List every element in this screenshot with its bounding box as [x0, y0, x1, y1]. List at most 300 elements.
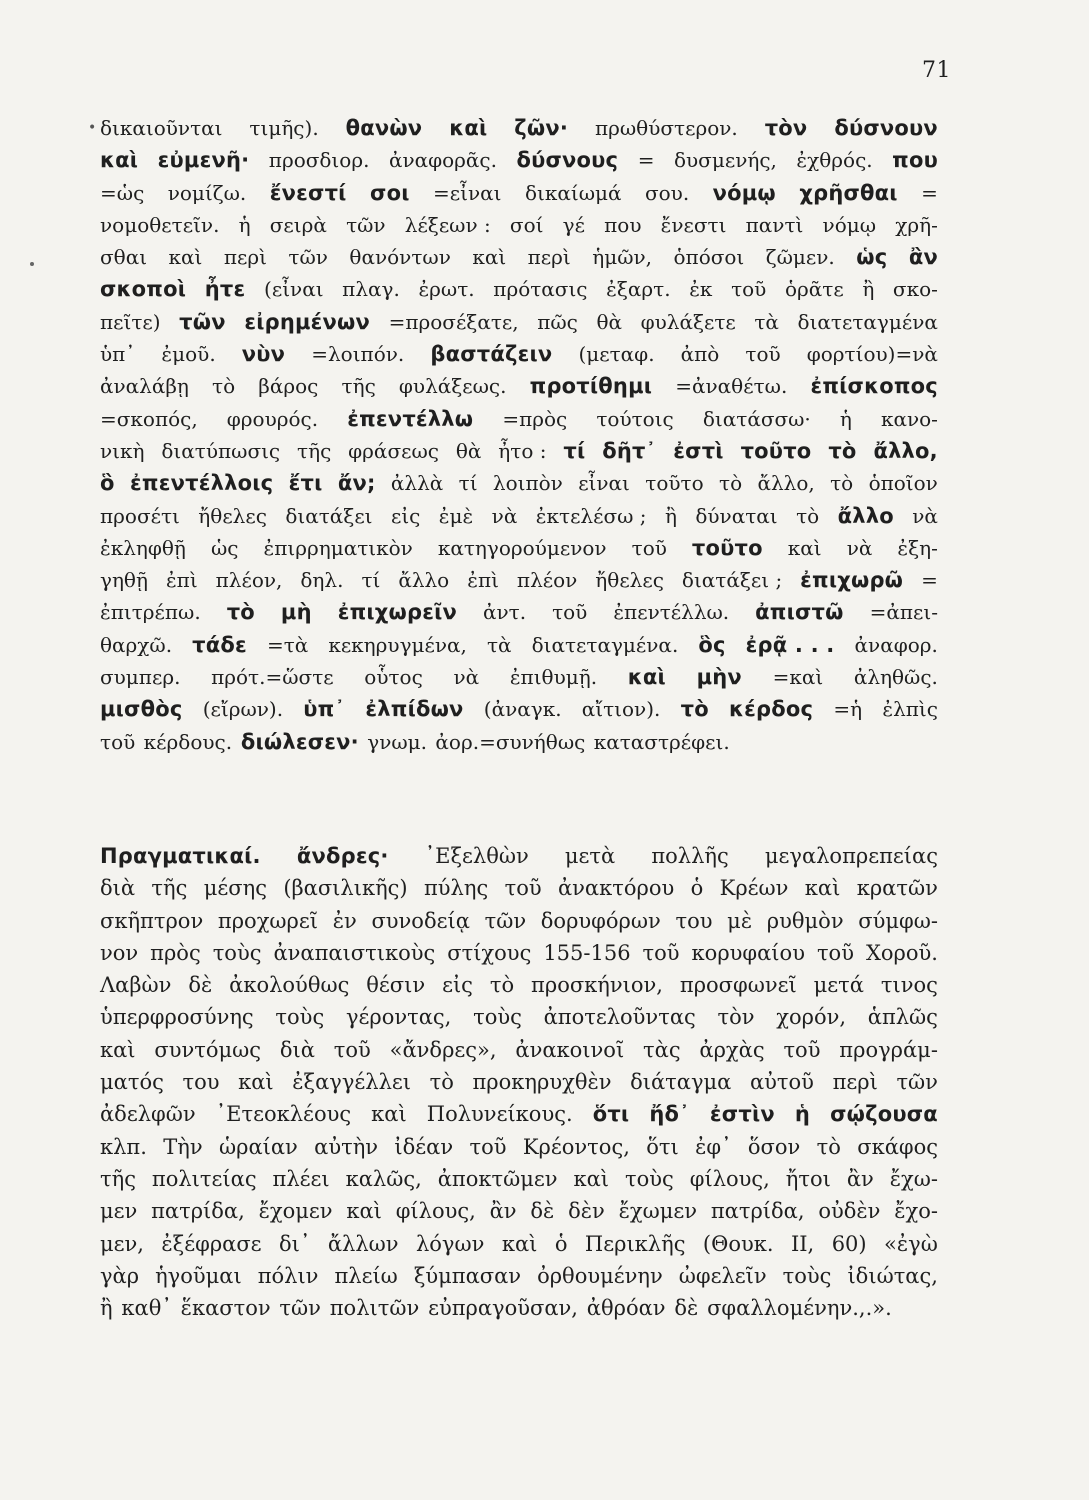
word: ἔνεστι — [660, 212, 727, 237]
word: τὸ — [719, 471, 743, 496]
word: τῶν — [896, 1070, 938, 1095]
word: κεκηρυγμένα, — [328, 632, 467, 657]
word: πῶς — [537, 309, 578, 334]
lemma-word: ἐλπίδων — [365, 697, 464, 722]
word: ἀνακοινοῖ — [515, 1037, 625, 1062]
word: Τὴν — [163, 1134, 203, 1159]
word: ἐμὲ — [438, 503, 474, 528]
word: φορτίου)=νὰ — [806, 342, 938, 367]
text-line — [100, 532, 938, 564]
word: =εἶναι — [433, 180, 502, 205]
word: ἐξαγγέλλει — [292, 1070, 411, 1095]
word: πλέον, — [215, 568, 283, 593]
word: ὅσον — [747, 1134, 801, 1159]
word: τοὺς — [275, 1005, 325, 1030]
word: σκάφος — [857, 1134, 938, 1159]
text-line — [100, 1260, 938, 1292]
lemma-word: τὸ — [828, 438, 857, 463]
word: πεῖτε) — [100, 309, 161, 334]
word: μετὰ — [564, 844, 616, 868]
word: ΙΙ, — [790, 1231, 815, 1256]
word: οὗτος — [364, 665, 423, 690]
word: καὶ — [100, 1037, 136, 1062]
word: σκο- — [892, 277, 938, 302]
word: (μεταφ. — [578, 342, 655, 367]
word: τοῦ — [816, 940, 854, 965]
word: τὸ — [796, 503, 820, 528]
word: σφαλλομένην.,.». — [707, 1296, 892, 1321]
text-line — [100, 1034, 938, 1066]
word: τῶν — [288, 245, 328, 270]
word: προγράμ- — [839, 1037, 938, 1062]
word: ἰδέαν — [394, 1134, 454, 1159]
word: ὁποῖον — [868, 471, 938, 496]
lemma-word: θανὼν — [345, 116, 423, 140]
word: τοῦ — [642, 940, 680, 965]
word: μεν — [100, 1199, 138, 1224]
word: τοῦ — [631, 535, 667, 560]
text-line — [100, 1163, 938, 1195]
lemma-word: τῶν — [179, 309, 226, 334]
word: αὐτὴν — [314, 1134, 379, 1159]
word: δηλ. — [300, 568, 344, 593]
word: ἀλλὰ — [390, 471, 444, 496]
word: ἤθελες — [595, 568, 664, 593]
word: πρότ.=ὥστε — [211, 665, 334, 690]
word: καὶ — [501, 1231, 538, 1256]
word: σθαι — [100, 245, 148, 270]
word: ὑπ᾿ — [100, 342, 136, 367]
lemma-word: καὶ — [627, 665, 666, 690]
word: ἐπὶ — [165, 568, 198, 593]
word: ὅτι — [646, 1134, 679, 1159]
word: ἐν — [332, 908, 357, 933]
word: Λαβὼν — [100, 973, 172, 998]
word: τῆς — [100, 1166, 136, 1191]
word: θανόντων — [349, 245, 451, 270]
word: καταστρέφει. — [593, 729, 730, 754]
word: =ἀπει- — [869, 600, 938, 625]
word: (εἶναι — [264, 277, 324, 302]
word: συνοδείᾳ — [371, 908, 470, 933]
word: προχωρεῖ — [217, 908, 319, 933]
word: τῶν — [279, 1296, 321, 1321]
word: ἀρχὰς — [699, 1037, 765, 1062]
word: τοῦ — [333, 1037, 371, 1062]
text-line — [100, 435, 938, 467]
lemma-word: προτίθημι — [529, 374, 653, 399]
text-line — [100, 1001, 938, 1033]
commentary-paragraph — [100, 840, 938, 1324]
word: ἀνακτόρου — [557, 876, 675, 901]
word: φυλάξεως. — [398, 374, 507, 399]
word: αἴτιον). — [581, 697, 661, 722]
word: πρότασις — [493, 277, 588, 302]
word: πλείω — [334, 1263, 398, 1288]
word: =ἡ — [833, 697, 863, 722]
word: νὰ — [912, 503, 938, 528]
word: χρῆ- — [895, 212, 938, 237]
text-line — [100, 840, 938, 872]
word: κορυφαίου — [691, 940, 805, 965]
word: καλῶς, — [345, 1166, 422, 1191]
text-line — [100, 564, 938, 596]
word: νὰ — [846, 535, 873, 560]
word: θέσιν — [366, 973, 426, 998]
word: πολιτείας — [151, 1166, 257, 1191]
text-line — [100, 1292, 938, 1324]
lemma-word: ἔνεστί — [269, 180, 347, 205]
word: τὸ — [830, 471, 854, 496]
word: ἡγοῦμαι — [155, 1263, 242, 1288]
lemma-word: δύσνουν — [834, 116, 938, 140]
word: (εἴρων). — [202, 697, 284, 722]
commentary-notes — [88, 112, 938, 758]
word: σοί — [509, 212, 544, 237]
lemma-word: διώλεσεν· — [240, 729, 359, 754]
word: νὰ — [453, 665, 480, 690]
lemma-word: ἄν; — [337, 471, 376, 496]
word: τοὺς — [473, 1005, 522, 1030]
word: ἐρωτ. — [418, 277, 475, 302]
word: τὸ — [429, 1070, 454, 1095]
word: ἔχωμεν — [618, 1199, 698, 1224]
word: γνωμ. — [367, 729, 428, 754]
word: =ἀναθέτω. — [675, 374, 788, 399]
word: σκῆπτρον — [100, 908, 204, 933]
word: διατεταγμένα — [797, 309, 938, 334]
word: νομίζω. — [167, 180, 247, 205]
word: ἐκτελέσω ; — [535, 503, 647, 528]
word: = — [637, 148, 655, 173]
word: δὲ — [674, 1296, 699, 1321]
word: ἀναφορ. — [854, 632, 938, 657]
word: γὰρ — [100, 1263, 140, 1288]
word: τοῦ — [745, 342, 781, 367]
word: διατεταγμένα. — [531, 632, 679, 657]
word: του — [182, 1070, 220, 1095]
word: ζῶμεν. — [765, 245, 835, 270]
word: =προσέξατε, — [388, 309, 519, 334]
word: δὲ — [530, 1199, 555, 1224]
text-line — [100, 241, 938, 273]
lemma-word: ζῶν· — [514, 116, 569, 140]
lemma-word: εὐμενῆ· — [157, 148, 250, 173]
lemma-word: καὶ — [100, 148, 139, 173]
text-line — [100, 596, 938, 628]
word: (βασιλικῆς) — [283, 876, 408, 901]
word: ξύμπασαν — [413, 1263, 522, 1288]
word: φυλάξετε — [640, 309, 736, 334]
word: δὲ — [188, 973, 213, 998]
word: νον — [100, 940, 139, 965]
word: ἐπεντέλλω. — [613, 600, 730, 625]
word: ἤθελες — [198, 503, 267, 528]
word: ἐπιθυμῇ. — [509, 665, 598, 690]
word: εὐπραγοῦσαν, — [428, 1296, 578, 1321]
word: πλέει — [272, 1166, 330, 1191]
word: γέ — [562, 212, 585, 237]
word: =σκοπός, — [100, 406, 198, 431]
text-line — [100, 726, 938, 758]
lemma-word: ἐπίσκοπος — [810, 374, 938, 399]
text-line — [100, 306, 938, 338]
word: τὰ — [486, 632, 512, 657]
word: ἐκ — [689, 277, 713, 302]
lemma-word: ὃς — [698, 632, 726, 657]
lemma-word: τοῦτο — [740, 438, 812, 463]
word: ἰδιώτας, — [847, 1263, 938, 1288]
word: τοῦ — [469, 1134, 507, 1159]
word: =λοιπόν. — [311, 342, 405, 367]
lemma-word: ἐστὶν — [709, 1102, 775, 1127]
word: ἐξαρτ. — [606, 277, 671, 302]
word: τῆς — [297, 438, 332, 463]
word: ἄλλων — [327, 1231, 399, 1256]
word: τούτοις — [596, 406, 674, 431]
word: 60) — [831, 1231, 867, 1256]
word: οὐδὲν — [818, 1199, 881, 1224]
lemma-word: ἐπεντέλλοις — [130, 471, 274, 496]
word: ἀδελφῶν — [100, 1102, 196, 1127]
word: πλέον — [516, 568, 578, 593]
word: ἀποκτῶμεν — [437, 1166, 558, 1191]
word: πολιτῶν — [329, 1296, 420, 1321]
word: πύλης — [423, 876, 489, 901]
word: πατρίδα, — [710, 1199, 805, 1224]
lemma-word: σοι — [370, 180, 410, 205]
lemma-word: τὸ — [680, 697, 709, 722]
word: ἡ — [839, 406, 852, 431]
word: ἀθρόαν — [586, 1296, 666, 1321]
word: δορυφόρων — [540, 908, 661, 933]
text-line — [100, 969, 938, 1001]
word: ἐφ᾿ — [695, 1134, 732, 1159]
word: ἦτο : — [498, 438, 547, 463]
word: =πρὸς — [502, 406, 568, 431]
word: περὶ — [527, 245, 571, 270]
word: ὡς — [210, 535, 239, 560]
word: χορόν, — [776, 1005, 847, 1030]
word: μὲ — [727, 908, 753, 933]
lemma-word: μισθὸς — [100, 697, 183, 722]
lemma-word: σκοποὶ — [100, 277, 187, 302]
text-line — [100, 693, 938, 725]
lemma-word: ἐπεντέλλω — [347, 406, 474, 431]
text-line — [100, 112, 938, 144]
word: προσέτι — [100, 503, 180, 528]
text-line — [100, 1228, 938, 1260]
word: καὶ — [168, 245, 203, 270]
margin-mark: • — [88, 120, 97, 136]
word: 155-156 — [543, 940, 631, 965]
word: καὶ — [472, 245, 507, 270]
lemma-word: ὑπ᾿ — [303, 697, 346, 722]
word: ἤτοι — [785, 1166, 831, 1191]
word: καθ᾿ — [121, 1296, 172, 1321]
lemma-word: τὸ — [226, 600, 255, 625]
word: (ἀναγκ. — [483, 697, 562, 722]
word: φράσεως — [348, 438, 439, 463]
word: φίλους, — [689, 1166, 770, 1191]
word: προσφωνεῖ — [679, 973, 797, 998]
text-line — [100, 209, 938, 241]
word: ἀναπαιστικοὺς — [273, 940, 436, 965]
lemma-word: ἦτε — [204, 277, 246, 302]
word: ὡραίαν — [218, 1134, 298, 1159]
word: πρὸς — [150, 940, 201, 965]
word: μέσης — [203, 876, 267, 901]
word: εἰς — [442, 973, 473, 998]
word: τινος — [880, 973, 938, 998]
text-line — [100, 500, 938, 532]
word: διατάξει ; — [681, 568, 783, 593]
word: διατάσσω· — [702, 406, 811, 431]
word: ἕκαστον — [180, 1296, 271, 1321]
word: δικαιοῦνται — [100, 116, 223, 140]
word: διατύπωσις — [161, 438, 281, 463]
word: ὀρθουμένην — [537, 1263, 663, 1288]
word: περὶ — [832, 1070, 878, 1095]
text-line — [100, 937, 938, 969]
word: τοὺς — [212, 940, 262, 965]
word: ἐξέφρασε — [161, 1231, 262, 1256]
word: ᾿Εξελθὼν — [424, 844, 529, 868]
word: ἐχθρός. — [796, 148, 873, 173]
word: λοιπὸν — [492, 471, 563, 496]
word: τοῦ — [731, 277, 767, 302]
word: ἀορ.=συνήθως — [435, 729, 586, 754]
text-line — [100, 338, 938, 370]
word: διὰ — [100, 876, 136, 901]
text-line — [100, 1195, 938, 1227]
word: τί — [361, 568, 381, 593]
word: θαρχῶ. — [100, 632, 173, 657]
word: δυσμενής, — [673, 148, 777, 173]
word: τὰς — [643, 1037, 681, 1062]
word: ἁπλῶς — [867, 1005, 938, 1030]
word: δύναται — [695, 503, 778, 528]
lemma-word: κέρδος — [729, 697, 814, 722]
word: ἄλλο — [398, 568, 450, 593]
word: ὁπόσοι — [673, 245, 745, 270]
word: διατάξει — [285, 503, 373, 528]
lemma-word: ἡ — [794, 1102, 811, 1127]
text-line — [100, 273, 938, 305]
word: εἰς — [390, 503, 421, 528]
text-line — [100, 905, 938, 937]
word: ἂν — [846, 1166, 874, 1191]
word: κλπ. — [100, 1134, 147, 1159]
word: βάρος — [258, 374, 319, 399]
word: ἐπιρρηματικὸν — [263, 535, 413, 560]
lemma-word: καὶ — [449, 116, 488, 140]
word: ἀληθῶς. — [853, 665, 938, 690]
word: πρωθύστερον. — [594, 116, 738, 140]
lemma-word: τὸν — [764, 116, 808, 140]
word: μεγαλοπρεπείας — [764, 844, 938, 868]
lemma-word: νὺν — [241, 342, 286, 367]
lemma-word: ὅτι — [592, 1102, 630, 1127]
word: ἀναλάβῃ — [100, 374, 189, 399]
word: λόγων — [415, 1231, 485, 1256]
word: περὶ — [223, 245, 267, 270]
word: τὰ — [754, 309, 779, 334]
word: σου. — [644, 180, 690, 205]
lemma-word: μὴ — [280, 600, 312, 625]
word: τὸ — [489, 973, 515, 998]
word: προκηρυχθὲν — [472, 1070, 612, 1095]
word: Πολυνείκους. — [426, 1102, 573, 1127]
word: ἡ — [238, 212, 251, 237]
word: ἂν — [489, 1199, 517, 1224]
word: ἢ — [100, 1296, 113, 1321]
word: νὰ — [491, 503, 518, 528]
word: καὶ — [573, 1166, 610, 1191]
word: γηθῇ — [100, 568, 148, 593]
text-line — [100, 1131, 938, 1163]
word: κατηγορούμενον — [437, 535, 607, 560]
word: Κρέων — [719, 876, 789, 901]
word: καὶ — [238, 1070, 274, 1095]
word: τὸ — [212, 374, 236, 399]
word: προσκήνιον, — [531, 973, 663, 998]
word: τῶν — [484, 908, 527, 933]
word: λέξεων : — [404, 212, 491, 237]
word: καὶ — [371, 1102, 407, 1127]
word: ἄλλο, — [757, 471, 815, 496]
word: τοῦ — [552, 600, 588, 625]
word: ἐμοῦ. — [161, 342, 216, 367]
word: «ἐγὼ — [884, 1231, 938, 1256]
lemma-word: τί — [563, 438, 586, 463]
text-line — [100, 872, 938, 904]
lemma-word: ἐστὶ — [673, 438, 724, 463]
word: ὁ — [690, 876, 704, 901]
word: τοῦ — [504, 876, 542, 901]
word: παντὶ — [745, 212, 804, 237]
word: τὸ — [816, 1134, 841, 1159]
word: καὶ — [787, 535, 822, 560]
word: ἡμῶν, — [592, 245, 653, 270]
word: μετά — [813, 973, 864, 998]
text-line — [100, 177, 938, 209]
word: νομοθετεῖν. — [100, 212, 220, 237]
word: ἀντ. — [483, 600, 527, 625]
word: πόλιν — [257, 1263, 319, 1288]
lemma-word: ἀπιστῶ — [755, 600, 844, 625]
word: γέροντας, — [345, 1005, 452, 1030]
word: τῆς — [341, 374, 376, 399]
word: νόμῳ — [822, 212, 877, 237]
word: καὶ — [804, 876, 841, 901]
lemma-word: που — [892, 148, 938, 173]
word: συμπερ. — [100, 665, 181, 690]
text-line — [100, 629, 938, 661]
word: που — [604, 212, 642, 237]
word: στίχους — [447, 940, 532, 965]
page-number: 71 — [922, 58, 951, 83]
word: τοῦ — [100, 729, 136, 754]
word: τοὺς — [782, 1263, 832, 1288]
margin-speck — [30, 262, 34, 266]
word: ρυθμὸν — [766, 908, 844, 933]
lemma-word: ἄνδρες· — [296, 844, 389, 868]
lemma-word: βαστάζειν — [430, 342, 553, 367]
word: ἢ — [862, 277, 875, 302]
word: τοῦ — [783, 1037, 821, 1062]
word: ὁ — [554, 1231, 568, 1256]
